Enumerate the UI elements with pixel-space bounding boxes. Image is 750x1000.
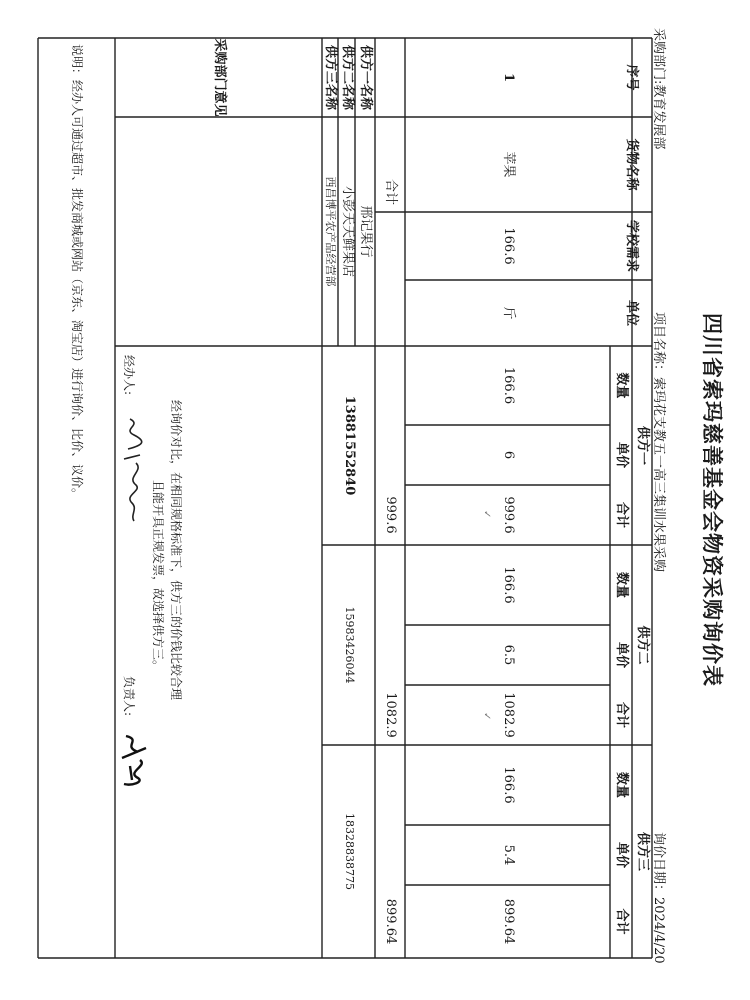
header-supplier-3: 供方三 xyxy=(635,831,651,871)
header-s2-qty: 数量 xyxy=(614,571,630,598)
sum-label: 合计 xyxy=(383,178,399,205)
note-text: 说明：经办人可通过超市、批发商城或网站（京东、淘宝店）进行询价、比价、议价。 xyxy=(70,44,84,501)
row-s3-total: 899.64 xyxy=(500,898,516,945)
leader-label: 负责人: xyxy=(122,676,136,717)
row-s2-total: 1082.9 xyxy=(500,692,516,738)
supplier-2-label: 供方二名称 xyxy=(339,44,355,110)
header-s2-total: 合计 xyxy=(614,701,630,728)
header-s3-total: 合计 xyxy=(614,908,630,935)
header-s1-qty: 数量 xyxy=(614,372,630,399)
row-unit: 斤 xyxy=(500,306,516,320)
row-item: 苹果 xyxy=(500,151,516,178)
sum-s2: 1082.9 xyxy=(383,692,399,738)
supplier-3-label: 供方三名称 xyxy=(323,44,339,110)
supplier-2-phone: 15983426044 xyxy=(342,606,356,684)
header-s1-price: 单价 xyxy=(614,441,630,468)
header-s3-qty: 数量 xyxy=(614,771,630,798)
supplier-2-name: 小彭天天鲜果店 xyxy=(339,185,355,277)
opinion-text-line-2: 且能开具正规发票，故选择供方三。 xyxy=(151,480,165,673)
supplier-1-name: 邢记果行 xyxy=(358,205,374,258)
row-s1-total: 999.6 xyxy=(500,496,516,534)
row-s1-qty: 166.6 xyxy=(500,366,516,405)
header-supplier-2: 供方二 xyxy=(635,625,651,665)
row-s1-price: 6 xyxy=(500,450,516,460)
row-s2-qty: 166.6 xyxy=(500,566,516,604)
check-mark-icon: ✓ xyxy=(481,712,492,721)
header-demand: 学校需求 xyxy=(624,219,640,272)
supplier-1-label: 供方一名称 xyxy=(358,44,374,110)
opinion-text-line-1: 经询价对比，在相同规格标准下，供方三的价钱比较合理 xyxy=(169,400,183,701)
row-s2-price: 6.5 xyxy=(500,644,516,666)
supplier-1-phone: 13881552840 xyxy=(341,395,357,496)
row-s3-qty: 166.6 xyxy=(500,766,516,804)
handler-signature xyxy=(116,415,150,525)
row-seq: 1 xyxy=(500,72,516,83)
row-s3-price: 5.4 xyxy=(500,844,516,866)
project-name: 项目名称：索玛花支教五一高三集训水果采购 xyxy=(651,312,666,573)
header-s1-total: 合计 xyxy=(614,501,630,528)
leader-signature xyxy=(116,730,152,790)
header-item: 货物名称 xyxy=(624,138,640,191)
header-seq: 序号 xyxy=(624,64,640,91)
handler-label: 经办人: xyxy=(122,355,136,396)
check-mark-icon: ✓ xyxy=(481,510,492,519)
document-title: 四川省索玛慈善基金会物资采购询价表 xyxy=(700,313,725,687)
sum-s1: 999.6 xyxy=(383,496,399,534)
header-unit: 单位 xyxy=(624,299,640,326)
sum-s3: 899.64 xyxy=(383,898,399,945)
header-s2-price: 单价 xyxy=(614,641,630,668)
purchasing-department: 采购部门:教育发展部 xyxy=(651,28,666,150)
header-s3-price: 单价 xyxy=(614,841,630,868)
supplier-3-name: 西昌博平农产品经营部 xyxy=(324,176,338,287)
inquiry-date: 询价日期：2024/4/20 xyxy=(651,832,666,964)
row-demand: 166.6 xyxy=(500,227,516,265)
opinion-label: 采购部门意见 xyxy=(211,38,227,117)
supplier-3-phone: 18328838775 xyxy=(342,813,356,890)
header-supplier-1: 供方一 xyxy=(635,425,651,465)
